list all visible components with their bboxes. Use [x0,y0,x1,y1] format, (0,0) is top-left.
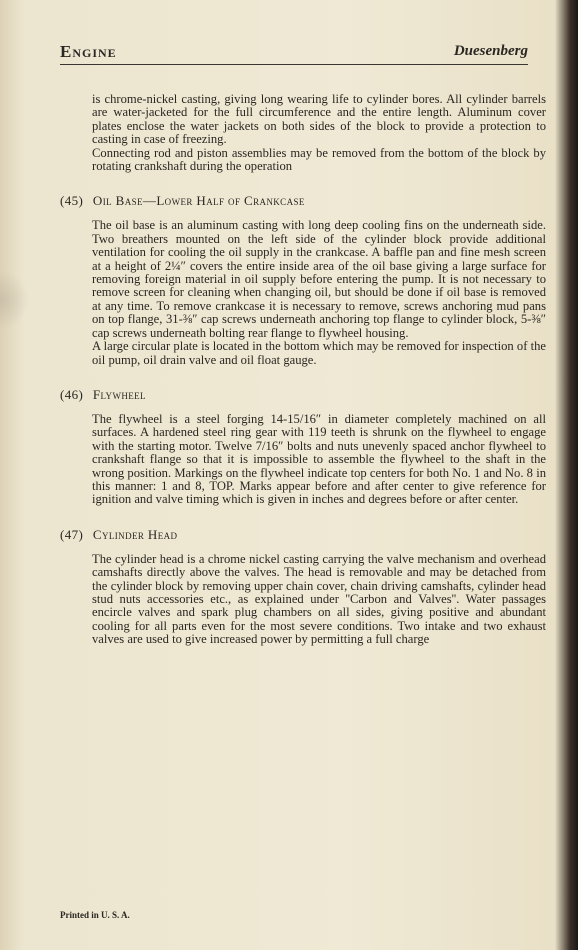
print-footer: Printed in U. S. A. [60,910,130,920]
section-number: (46) [60,386,84,402]
section-flywheel [60,387,546,507]
page-body [60,93,546,647]
section-oil-base [60,193,546,366]
intro-paragraph-2: Connecting rod and piston assemblies may be removed from the bottom of the block by rotating crankshaft during the operation [92,145,546,174]
section-title: Flywheel [92,386,146,402]
section-paragraph: The oil base is an aluminum casting with long deep cooling fins on the underneath side. Two breathers mounted on the left side of the cylinder block provide additional ventilation for cooling the oil supply in the crankcase. A baffle pan and fine mesh screen at a height of 2¼″ covers the entire inside area of the oil base giving a large surface for removing foreign material in oil supply before entering the pump. It is not necessary to remove screen for cleaning when changing oil, but should be done if oil base is removed at any time. To remove crankcase it is necessary to remove, screws anchoring mud pans on top flange, 31-⅜″ cap screws underneath anchoring top flange to cylinder block, 5-⅜″ cap screws underneath bolting rear flange to flywheel housing. [92,218,546,340]
header-brand: Duesenberg [453,43,528,59]
header-section-title: Engine [60,42,117,61]
section-heading [60,193,546,209]
section-heading [60,527,546,543]
section-number: (47) [60,526,84,542]
section-paragraph: A large circular plate is located in the bottom which may be removed for inspection of the oil pump, oil drain valve and oil float gauge. [92,339,546,367]
section-number: (45) [60,193,84,209]
running-header [60,38,528,65]
section-title: Cylinder Head [92,526,178,542]
section-heading [60,387,546,403]
section-title: Oil Base—Lower Half of Crankcase [92,193,305,209]
intro-paragraph-1: is chrome-nickel casting, giving long wearing life to cylinder bores. All cylinder barrels are water-jacketed for the full circumference and the entire length. Aluminum cover plates enclose the water jackets on both sides of the block to provide a protection to casting in case of freezing. [92,92,546,147]
section-paragraph: The flywheel is a steel forging 14-15/16″ in diameter completely machined on all surfaces. A hardened steel ring gear with 119 teeth is shrunk on the flywheel to engage with the starting motor. Twelve 7/16″ bolts and nuts unevenly spaced anchor flywheel to crankshaft flange so that it is impossible to assemble the flywheel to the shaft in the wrong position. Markings on the flywheel indicate top centers for both No. 1 and No. 8 in this manner: 1 and 8, TOP. Marks appear before and after center to give reference for ignition and valve timing which is given in inches and degrees before or after center. [92,411,546,507]
paper-stain [0,270,30,330]
section-cylinder-head [60,527,546,647]
section-paragraph: The cylinder head is a chrome nickel casting carrying the valve mechanism and overhead camshafts directly above the valves. The head is removable and may be detached from the cylinder block by removing upper chain cover, chain driving camshafts, cylinder head stud nuts accessories etc., as explained under ''Carbon and Valves''. Water passages encircle valves and spark plug chambers on all sides, giving positive and abundant cooling for all parts even for the most severe conditions. Two intake and two exhaust valves are used to give increased power by permitting a full charge [92,551,546,647]
